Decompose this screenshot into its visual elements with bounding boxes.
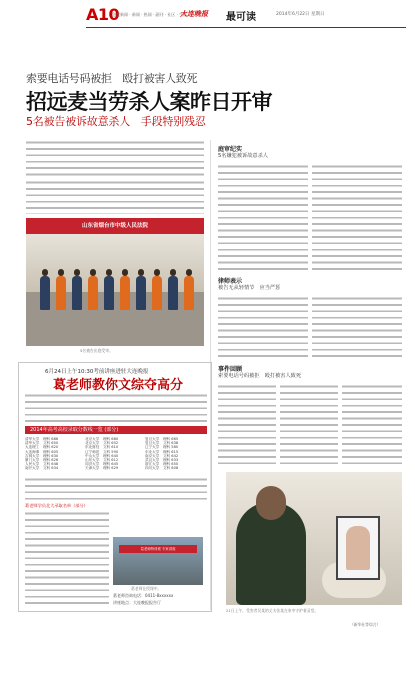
column-head-trial: 庭审纪实 [218, 146, 243, 153]
lead-paragraph [26, 140, 204, 176]
table-row: 清华大学 理科 686 北京大学 理科 680 复旦大学 理科 665 [25, 437, 179, 441]
defendant-figure [88, 276, 98, 310]
lecture-intro-text [25, 393, 207, 423]
table-row: 大连理工 理科 620 东北财经 文科 610 辽宁大学 理科 580 [25, 445, 179, 450]
recap-text-b [280, 384, 338, 468]
score-table [25, 437, 207, 475]
newspaper-logo: 大连晚报 [180, 10, 208, 18]
husband-head [256, 486, 286, 520]
bailiff-figure [104, 276, 114, 310]
lecture-ad-box [18, 362, 212, 612]
courtroom-photo-caption: 5名被告出庭受审。 [80, 348, 113, 353]
defendant-figure [152, 276, 162, 310]
page-header [0, 0, 415, 30]
defendant-figure [56, 276, 66, 310]
column-sub-recap: 索要电话号码被拒 殴打被害人致死 [218, 373, 302, 379]
article-subhead: 5名被告被诉故意杀人 手段特别残忍 [26, 115, 206, 128]
mourning-photo [226, 472, 402, 605]
lecture-photo-caption: 葛老师在授课中。 [131, 586, 162, 591]
courtroom-photo [26, 218, 204, 346]
recap-text-c [342, 384, 402, 468]
table-row: 清华大学 文科 650 北京大学 文科 652 复旦大学 文科 638 [25, 441, 179, 446]
column-head-recap: 事件回顾 [218, 366, 243, 373]
defendant-figure [184, 276, 194, 310]
mourning-photo-caption: 21日上午，受害者吴某的丈夫张某在家中守护着灵堂。 [226, 608, 319, 613]
lecture-headline: 葛老师教你文综夺高分 [53, 378, 184, 393]
page-number: A10 [86, 5, 120, 24]
issue-date: 2014年6月22日 星期日 [276, 12, 325, 17]
lecture-photo [113, 537, 203, 585]
portrait-image [346, 526, 370, 570]
header-rule [86, 27, 406, 28]
bailiff-figure [40, 276, 50, 310]
lecture-contact-phone: 葛老师咨询电话：0411-8xxxxxx [113, 593, 174, 598]
column-sub-lawyer: 被告无从轻情节 应当严惩 [218, 285, 281, 291]
lecture-photo-banner: 葛老师特训班 专家讲座 [119, 545, 197, 553]
trial-text-b [312, 164, 402, 272]
lecture-date-line: 6月24日上午10:30考前讲座进驻大连晚报 [45, 369, 149, 375]
header-nav: 急速新闻 · 新闻 · 热闻 · 副刊 · 社区 · 生活 [112, 12, 188, 17]
table-row: 南开大学 文科 634 天津大学 理科 629 四川大学 文科 608 [25, 466, 179, 471]
source-footer: （新华社等综合） [350, 622, 381, 627]
table-row: 吉林大学 理科 630 中山大学 理科 640 南京大学 文科 642 [25, 453, 179, 458]
lawyer-text-a [218, 296, 308, 358]
trial-text-a [218, 164, 308, 272]
bailiff-figure [136, 276, 146, 310]
defendant-figure [120, 276, 130, 310]
bailiff-figure [72, 276, 82, 310]
lecture-body-text [25, 477, 207, 501]
table-row: 大连海事 理科 605 辽宁师范 文科 590 东北大学 理科 615 [25, 449, 179, 454]
recap-text-a [218, 384, 276, 468]
column-head-lawyer: 律师表示 [218, 278, 243, 285]
score-table-title: 2014年高考高校录取分数线一览 (部分) [25, 426, 207, 434]
column-sub-trial: 5名嫌犯被诉故意杀人 [218, 153, 268, 159]
table-row: 人民大学 文科 648 同济大学 理科 645 浙江大学 理科 650 [25, 462, 179, 467]
lecture-red-line: 葛老师学员北大录取名单（部分） [25, 503, 88, 508]
lecture-left-text [25, 511, 109, 607]
memorial-portrait [336, 516, 380, 580]
section-title: 最可读 [226, 12, 256, 23]
article-headline: 招远麦当劳杀人案昨日开审 [26, 90, 272, 114]
lecture-contact-venue: 讲座地点：大连晚报报告厅 [113, 600, 161, 605]
table-row: 厦门大学 理科 626 山东大学 文科 612 武汉大学 理科 633 [25, 457, 179, 462]
bailiff-figure [168, 276, 178, 310]
article-kicker: 索要电话号码被拒 殴打被害人致死 [26, 72, 198, 85]
court-banner: 山东省烟台市中级人民法院 [26, 218, 204, 234]
lead-paragraph-2 [26, 180, 204, 214]
lawyer-text-b [312, 296, 402, 358]
